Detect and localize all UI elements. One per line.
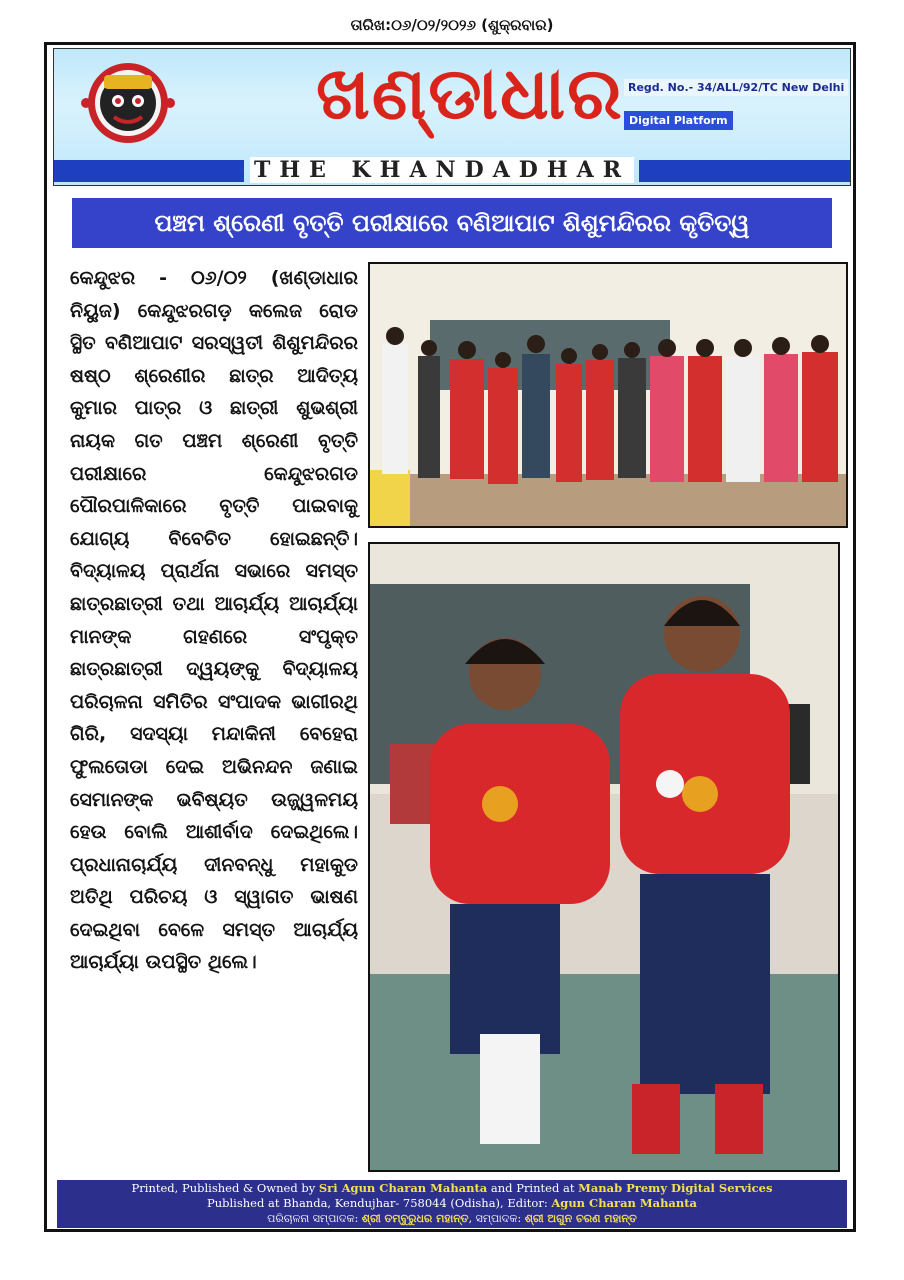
headline: ପଞ୍ଚମ ଶ୍ରେଣୀ ବୃତ୍ତି ପରୀକ୍ଷାରେ ବଣିଆପାଟ ଶିଶୁମନ୍ଦିରର କୃତିତ୍ୱ (72, 198, 832, 248)
brand-subtitle: THE KHANDADHAR (250, 157, 634, 183)
group-photo (368, 262, 848, 528)
footer-line-2 (57, 1196, 847, 1211)
article-body: କେନ୍ଦୁଝର - ୦୬/୦୨ (ଖଣ୍ଡାଧାର ନିୟୁଜ) କେନ୍ଦୁଝରଗଡ଼ କଲେଜ ରୋଡ ସ୍ଥିତ ବଣିଆପାଟ ସରସ୍ୱତୀ ଶିଶୁମନ୍ଦିରର ଷଷ୍ଠ ଶ୍ରେଣୀର ଛାତ୍ର ଆଦିତ୍ୟ କୁମାର ପାତ୍ର ଓ ଛାତ୍ରୀ ଶୁଭଶ୍ରୀ ନାୟକ ଗତ ପଞ୍ଚମ ଶ୍ରେଣୀ ବୃତ୍ତି ପରୀକ୍ଷାରେ କେନ୍ଦୁଝରଗଡ ପୌରପାଳିକାରେ ବୃତ୍ତି ପାଇବାକୁ ଯୋଗ୍ୟ ବିବେଚିତ ହୋଇଛନ୍ତି। ବିଦ୍ୟାଳୟ ପ୍ରାର୍ଥନା ସଭାରେ ସମସ୍ତ ଛାତ୍ରଛାତ୍ରୀ ତଥା ଆଚାର୍ଯ୍ୟ ଆଚାର୍ଯ୍ୟା ମାନଙ୍କ ଗହଣରେ ସଂପୃକ୍ତ ଛାତ୍ରଛାତ୍ରୀ ଦ୍ୱୟଙ୍କୁ ବିଦ୍ୟାଳୟ ପରିଚାଳନା ସମିତିର ସଂପାଦକ ଭାଗୀରଥି ଗିରି, ସଦସ୍ୟା ମନ୍ଦାକିନୀ ବେହେରା ଫୁଲତୋଡା ଦେଇ ଅଭିନନ୍ଦନ ଜଣାଇ ସେମାନଙ୍କ ଭବିଷ୍ୟତ ଉଜ୍ଜ୍ୱଳମୟ ହେଉ ବୋଲି ଆଶୀର୍ବାଦ ଦେଇଥିଲେ। ପ୍ରଧାନାଚାର୍ଯ୍ୟ ଦୀନବନ୍ଧୁ ମହାକୁଡ ଅତିଥି ପରିଚୟ ଓ ସ୍ୱାଗତ ଭାଷଣ ଦେଇଥିବା ବେଳେ ସମସ୍ତ ଆଚାର୍ଯ୍ୟ ଆଚାର୍ଯ୍ୟା ଉପସ୍ଥିତ ଥିଲେ। (70, 267, 358, 974)
students-photo-illustration (370, 544, 838, 1170)
footer-owner: Sri Agun Charan Mahanta (318, 1181, 488, 1195)
footer-printer: Manab Premy Digital Services (578, 1181, 773, 1195)
footer-editor: Agun Charan Mahanta (551, 1196, 698, 1210)
registration-number: Regd. No.- 34/ALL/92/TC New Delhi (624, 79, 848, 96)
students-photo (368, 542, 840, 1172)
footer-line-3 (57, 1211, 847, 1226)
footer-managing-editor: ଶ୍ରୀ ତମ୍ବୁରୁଧର ମହାନ୍ତ (361, 1212, 469, 1225)
masthead (53, 48, 851, 186)
issue-date: ତାରିଖ:୦୬/୦୨/୨୦୨୬ (ଶୁକ୍ରବାର) (350, 16, 554, 34)
masthead-bar-left (54, 160, 244, 182)
deity-logo-icon (74, 57, 182, 149)
footer-imprint (57, 1180, 847, 1228)
brand-title: ଖଣ୍ଡାଧାର (316, 51, 624, 135)
group-photo-illustration (370, 264, 846, 526)
footer-text: Published at Bhanda, Kendujhar- 758044 (Odisha), Editor: (206, 1196, 552, 1210)
footer-line-1 (57, 1181, 847, 1196)
masthead-bar-right (639, 160, 850, 182)
platform-badge: Digital Platform (624, 111, 733, 130)
footer-editor-odia: ଶ୍ରୀ ଅଗୁନ ଚରଣ ମହାନ୍ତ (524, 1212, 637, 1225)
footer-text: and Printed at (487, 1181, 579, 1195)
footer-text: ପରିଚାଳନା ସମ୍ପାଦକ: (267, 1212, 362, 1225)
footer-text: , ସମ୍ପାଦକ: (468, 1212, 525, 1225)
footer-text: Printed, Published & Owned by (131, 1181, 319, 1195)
